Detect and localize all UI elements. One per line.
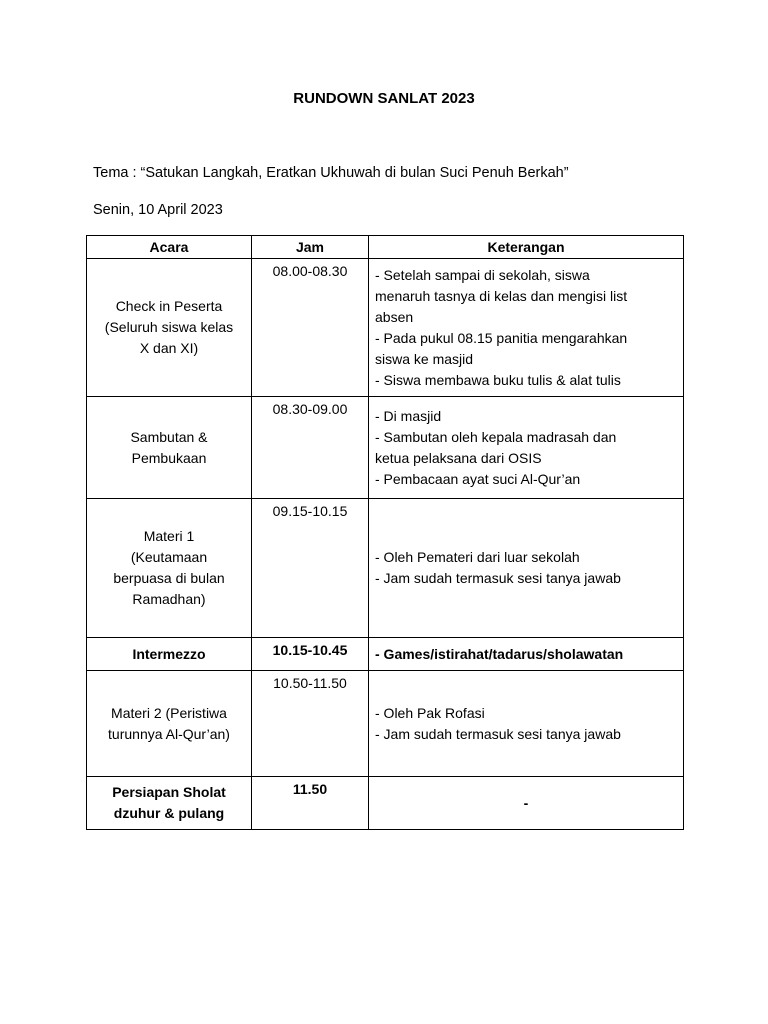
theme-text: Tema : “Satukan Langkah, Eratkan Ukhuwah di bulan Suci Penuh Berkah” — [93, 165, 569, 181]
acara-line: Materi 2 (Peristiwa — [111, 704, 227, 721]
table-row — [87, 499, 684, 638]
header-jam: Jam — [252, 236, 369, 259]
date-text: Senin, 10 April 2023 — [93, 202, 223, 218]
acara-line: Intermezzo — [132, 645, 206, 662]
acara-line: Persiapan Sholat — [112, 784, 226, 800]
table-row — [87, 638, 684, 671]
keterangan-line: - Games/istirahat/tadarus/sholawatan — [375, 645, 624, 662]
keterangan-line: siswa ke masjid — [375, 350, 474, 367]
keterangan-line: - Setelah sampai di sekolah, siswa — [375, 266, 590, 283]
acara-line: dzuhur & pulang — [113, 805, 225, 821]
page-title: RUNDOWN SANLAT 2023 — [293, 90, 475, 107]
table-row — [87, 777, 684, 830]
jam-cell: 09.15-10.15 — [252, 499, 369, 638]
acara-cell — [87, 499, 252, 638]
acara-line: Ramadhan) — [132, 591, 206, 607]
jam-cell: 08.30-09.00 — [252, 397, 369, 499]
keterangan-line: ketua pelaksana dari OSIS — [375, 449, 542, 466]
acara-line: berpuasa di bulan — [113, 570, 225, 586]
keterangan-line: - Pembacaan ayat suci Al-Qur’an — [375, 470, 581, 487]
keterangan-line: - Siswa membawa buku tulis & alat tulis — [375, 371, 621, 388]
keterangan-line: - Sambutan oleh kepala madrasah dan — [375, 428, 617, 445]
keterangan-cell — [369, 671, 684, 777]
table-row — [87, 259, 684, 397]
keterangan-line: - Jam sudah termasuk sesi tanya jawab — [375, 725, 621, 742]
rundown-table — [86, 235, 684, 830]
keterangan-line: - — [523, 794, 529, 811]
jam-cell: 10.50-11.50 — [252, 671, 369, 777]
keterangan-cell — [369, 499, 684, 638]
keterangan-cell — [369, 397, 684, 499]
keterangan-cell — [369, 777, 684, 830]
acara-cell — [87, 259, 252, 397]
table-row — [87, 397, 684, 499]
keterangan-cell — [369, 638, 684, 671]
keterangan-line: - Jam sudah termasuk sesi tanya jawab — [375, 570, 621, 586]
header-acara: Acara — [87, 236, 252, 259]
acara-line: turunnya Al-Qur’an) — [108, 725, 230, 742]
keterangan-line: - Pada pukul 08.15 panitia mengarahkan — [375, 329, 628, 346]
acara-line: Sambutan & — [130, 428, 208, 445]
keterangan-line: absen — [375, 308, 414, 325]
acara-line: Pembukaan — [131, 449, 207, 466]
acara-line: (Keutamaan — [130, 549, 208, 565]
header-keterangan: Keterangan — [369, 236, 684, 259]
acara-line: Check in Peserta — [115, 298, 223, 314]
keterangan-line: - Oleh Pemateri dari luar sekolah — [375, 549, 580, 565]
keterangan-line: menaruh tasnya di kelas dan mengisi list — [375, 287, 628, 304]
acara-line: X dan XI) — [139, 340, 199, 356]
acara-line: (Seluruh siswa kelas — [104, 319, 234, 335]
keterangan-line: - Oleh Pak Rofasi — [375, 704, 485, 721]
table-row — [87, 671, 684, 777]
keterangan-line: - Di masjid — [375, 407, 442, 424]
jam-cell: 10.15-10.45 — [252, 638, 369, 671]
jam-cell: 11.50 — [252, 777, 369, 830]
keterangan-cell — [369, 259, 684, 397]
table-header-row — [87, 236, 684, 259]
acara-line: Materi 1 — [143, 528, 195, 544]
acara-cell — [87, 671, 252, 777]
acara-cell — [87, 397, 252, 499]
acara-cell — [87, 638, 252, 671]
acara-cell — [87, 777, 252, 830]
jam-cell: 08.00-08.30 — [252, 259, 369, 397]
